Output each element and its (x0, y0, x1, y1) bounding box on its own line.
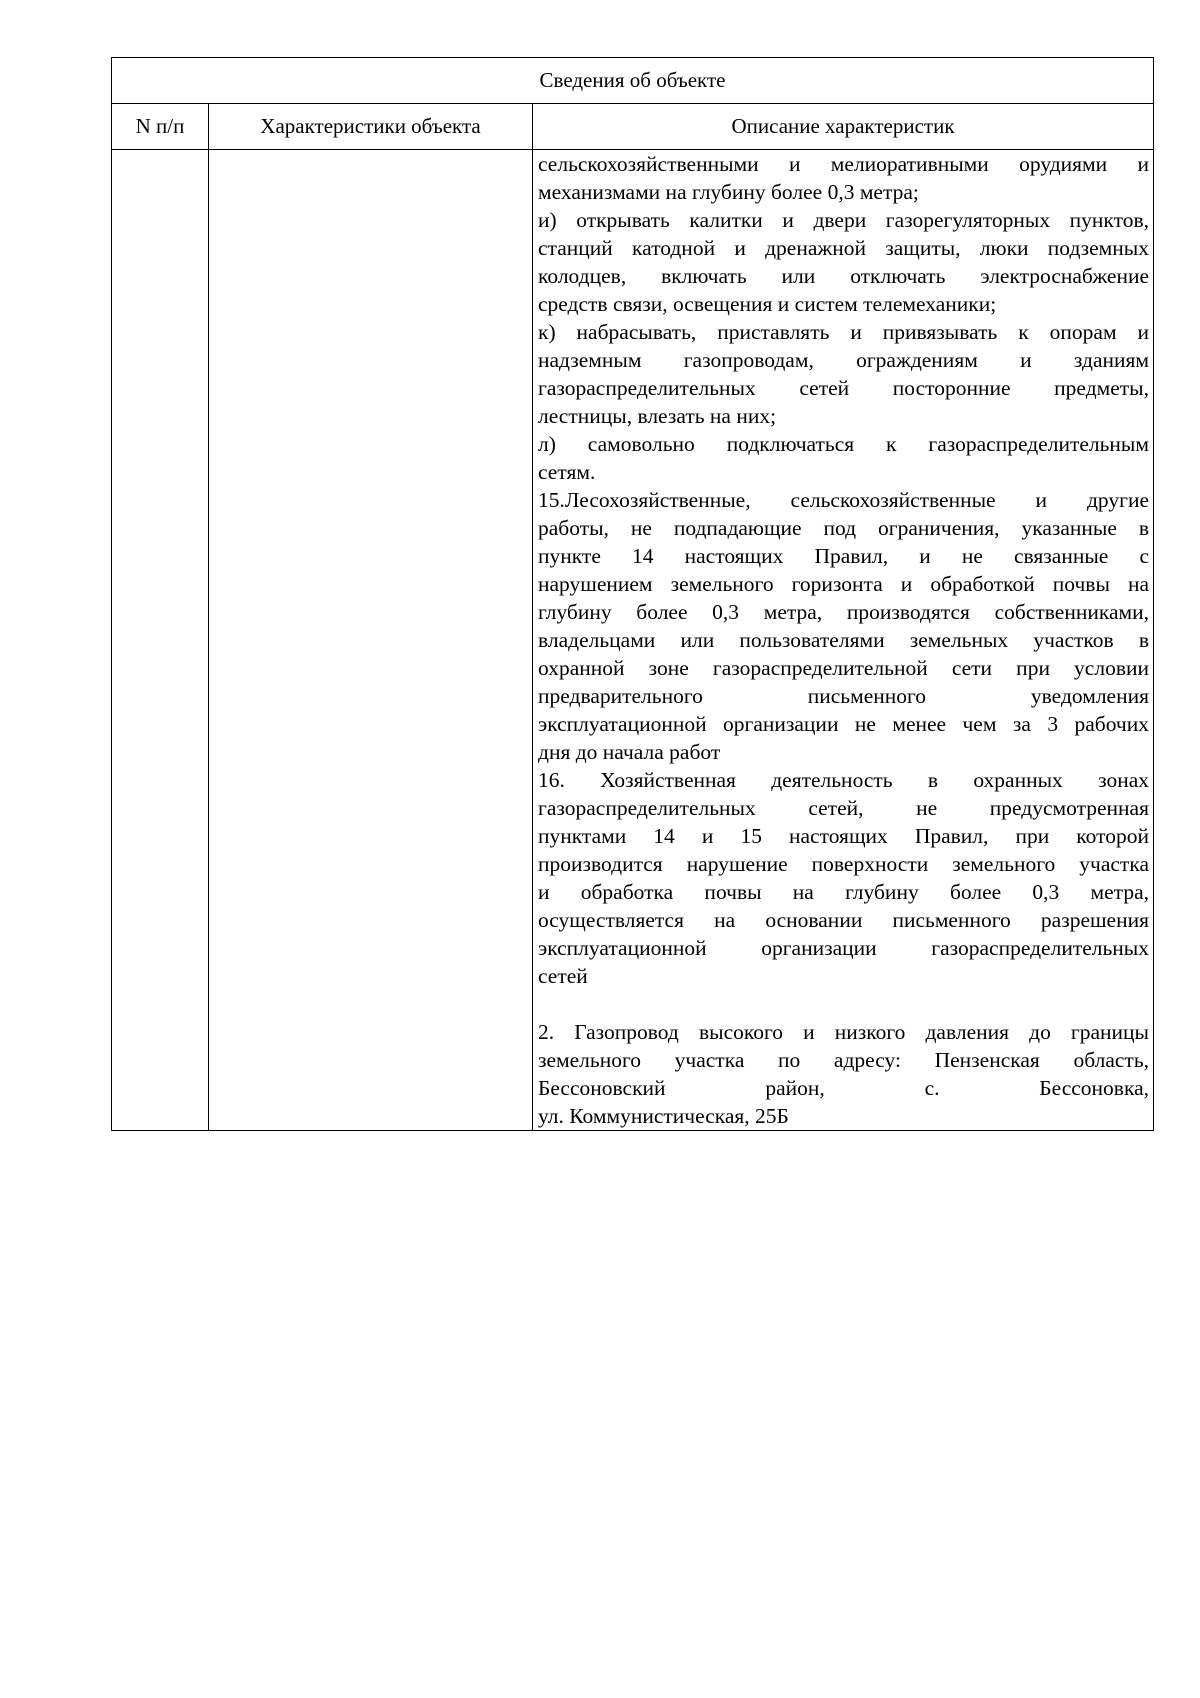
description-line: владельцами или пользователями земельных участков в (538, 628, 1149, 652)
description-line: предварительного письменного уведомления (538, 684, 1149, 708)
description-line: глубину более 0,3 метра, производятся собственниками, (538, 600, 1149, 624)
description-line: и) открывать калитки и двери газорегуляторных пунктов, (538, 208, 1149, 232)
description-line: 15.Лесохозяйственные, сельскохозяйственные и другие (538, 488, 1149, 512)
description-line: и обработка почвы на глубину более 0,3 метра, (538, 880, 1149, 904)
description-line: охранной зоне газораспределительной сети при условии (538, 656, 1149, 680)
description-line: дня до начала работ (538, 740, 721, 764)
row-description-cell (533, 150, 1154, 1131)
description-paragraph (538, 318, 1149, 430)
description-line: нарушением земельного горизонта и обработкой почвы на (538, 572, 1149, 596)
description-line: пункте 14 настоящих Правил, и не связанные с (538, 544, 1149, 568)
description-line: работы, не подпадающие под ограничения, указанные в (538, 516, 1149, 540)
description-line: сетей (538, 964, 588, 988)
description-line: 2. Газопровод высокого и низкого давления до границы (538, 1020, 1149, 1044)
header-description: Описание характеристик (533, 104, 1154, 150)
description-line: земельного участка по адресу: Пензенская область, (538, 1048, 1149, 1072)
description-paragraph (538, 430, 1149, 486)
table-title-row (112, 58, 1154, 104)
row-number-cell (112, 150, 209, 1131)
description-line: газораспределительных сетей посторонние предметы, (538, 376, 1149, 400)
description-paragraph (538, 1018, 1149, 1130)
description-line: л) самовольно подключаться к газораспределительным (538, 432, 1149, 456)
description-line: к) набрасывать, приставлять и привязывать к опорам и (538, 320, 1149, 344)
description-paragraph (538, 150, 1149, 206)
description-line: надземным газопроводам, ограждениям и зданиям (538, 348, 1149, 372)
header-number: N п/п (112, 104, 209, 150)
object-info-table (111, 57, 1154, 1131)
description-paragraph (538, 206, 1149, 318)
description-paragraph (538, 486, 1149, 766)
description-line: сельскохозяйственными и мелиоративными орудиями и (538, 152, 1149, 176)
description-line: эксплуатационной организации газораспределительных (538, 936, 1149, 960)
description-line: станций катодной и дренажной защиты, люки подземных (538, 236, 1149, 260)
description-line: газораспределительных сетей, не предусмотренная (538, 796, 1149, 820)
description-line: средств связи, освещения и систем телемеханики; (538, 292, 997, 316)
description-line: производится нарушение поверхности земельного участка (538, 852, 1149, 876)
table-row (112, 150, 1154, 1131)
description-line: Бессоновский район, с. Бессоновка, (538, 1076, 1149, 1100)
description-line: механизмами на глубину более 0,3 метра; (538, 180, 919, 204)
description-line: ул. Коммунистическая, 25Б (538, 1104, 789, 1128)
description-line: сетям. (538, 460, 596, 484)
description-paragraph (538, 766, 1149, 990)
description-line: пунктами 14 и 15 настоящих Правил, при которой (538, 824, 1149, 848)
description-line: эксплуатационной организации не менее чем за 3 рабочих (538, 712, 1149, 736)
description-line: лестницы, влезать на них; (538, 404, 777, 428)
description-line: колодцев, включать или отключать электроснабжение (538, 264, 1149, 288)
paragraph-gap (538, 990, 1149, 1018)
header-characteristics: Характеристики объекта (209, 104, 533, 150)
description-line: 16. Хозяйственная деятельность в охранных зонах (538, 768, 1149, 792)
table-title: Сведения об объекте (112, 58, 1154, 104)
table-header-row (112, 104, 1154, 150)
row-characteristic-cell (209, 150, 533, 1131)
description-line: осуществляется на основании письменного разрешения (538, 908, 1149, 932)
